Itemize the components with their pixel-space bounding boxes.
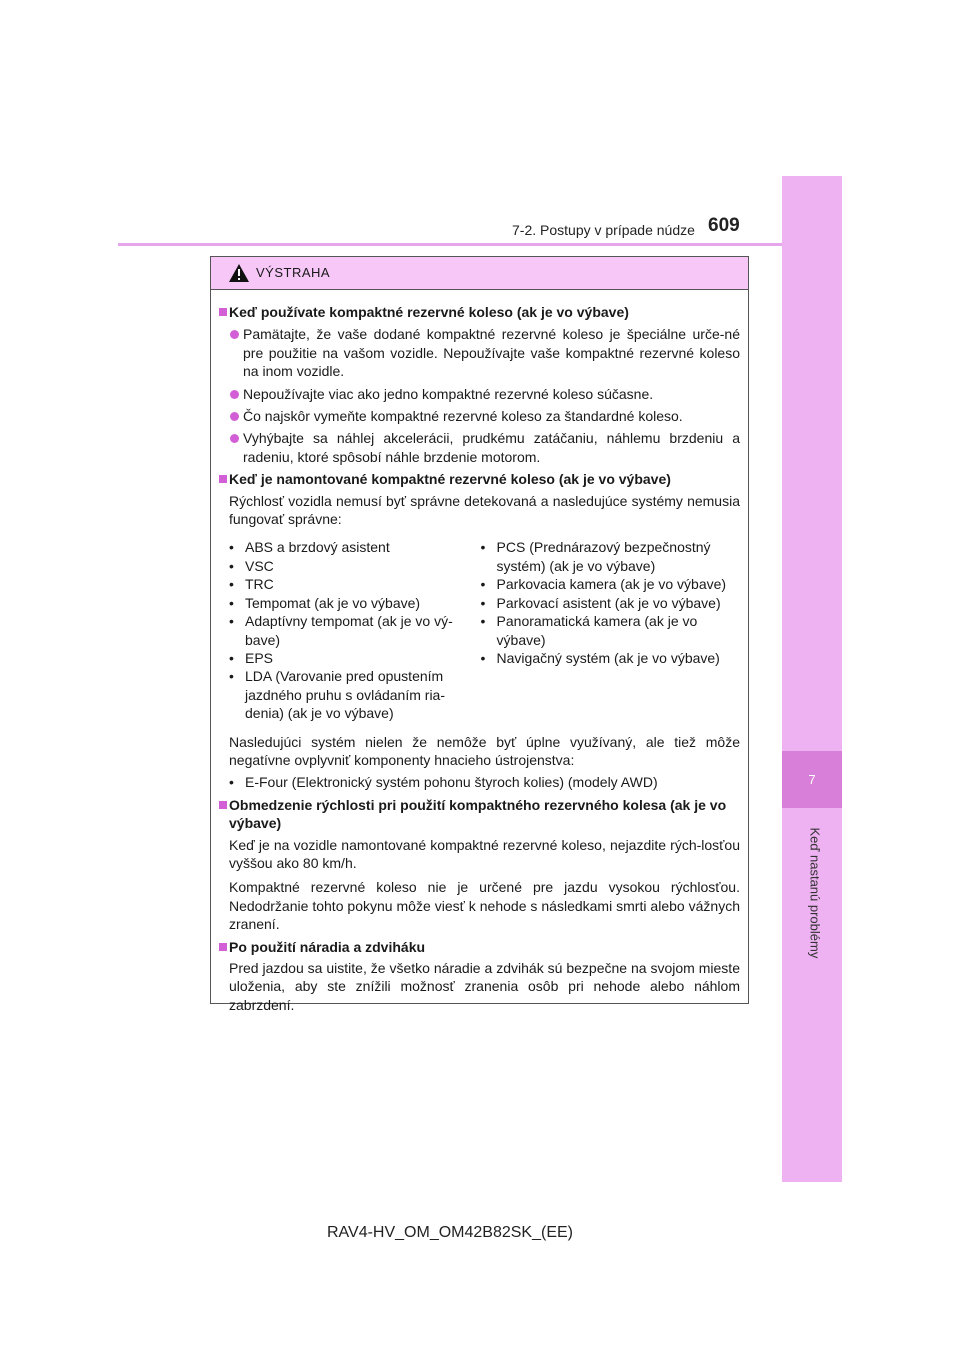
section-heading: 7-2. Postupy v prípade núdze [512, 222, 695, 238]
list-item: • Tempomat (ak je vo výbave) [229, 594, 481, 612]
bullet-item: Vyhýbajte sa náhlej akcelerácii, prudkému zatáčaniu, náhlemu brzdeniu a radeniu, ktoré spôsobí náhle brzdenie motorom. [219, 429, 740, 466]
list-item: • LDA (Varovanie pred opustením jazdného pruhu s ovládaním ria-denia) (ak je vo výbave) [229, 667, 481, 722]
paragraph: Nasledujúci systém nielen že nemôže byť úplne využívaný, ale tiež môže negatívne ovplyvniť komponenty hnacieho ústrojenstva: [229, 733, 740, 768]
warning-title: VÝSTRAHA [256, 265, 331, 280]
section-title: Keď je namontované kompaktné rezervné koleso (ak je vo výbave) [219, 470, 740, 488]
list-item: • Panoramatická kamera (ak je vo výbave) [481, 612, 740, 649]
warning-box [210, 256, 749, 1013]
chapter-number: 7 [782, 751, 842, 808]
page-number: 609 [708, 215, 740, 236]
system-list [219, 538, 740, 722]
paragraph: Pred jazdou sa uistite, že všetko náradie a zdvihák sú bezpečne na svojom mieste uloženia, aby ste znížili možnosť zranenia osôb pri nehode alebo náhlom zabrzdení. [229, 960, 740, 1013]
warning-triangle-icon [228, 263, 250, 283]
list-item: • VSC [229, 557, 481, 575]
document-code: RAV4-HV_OM_OM42B82SK_(EE) [326, 1224, 573, 1241]
bullet-item: Nepoužívajte viac ako jedno kompaktné rezervné koleso súčasne. [219, 385, 740, 403]
system-list-right [481, 538, 740, 722]
list-item: • Navigačný systém (ak je vo výbave) [481, 649, 740, 667]
header-rule [118, 243, 782, 246]
section-title: Po použití náradia a zdviháku [219, 938, 740, 956]
paragraph: Rýchlosť vozidla nemusí byť správne detekovaná a nasledujúce systémy nemusia fungovať správne: [229, 492, 740, 528]
section-title: Keď používate kompaktné rezervné koleso (ak je vo výbave) [219, 303, 740, 321]
chapter-title: Keď nastanú problémy [807, 827, 823, 959]
paragraph: Kompaktné rezervné koleso nie je určené pre jazdu vysokou rýchlosťou. Nedodržanie tohto pokynu môže viesť k nehode s následkami smrti alebo vážnych zranení. [229, 879, 740, 933]
list-item: • E-Four (Elektronický systém pohonu štyroch kolies) (modely AWD) [219, 773, 740, 791]
list-item: • TRC [229, 575, 481, 593]
chapter-side-tab [782, 176, 842, 1182]
bullet-item: Pamätajte, že vaše dodané kompaktné rezervné koleso je špeciálne urče-né pre použitie na vašom vozidle. Nepoužívajte vaše kompaktné rezervné koleso na inom vozidle. [219, 325, 740, 380]
list-item: • Parkovacia kamera (ak je vo výbave) [481, 575, 740, 593]
paragraph: Keď je na vozidle namontované kompaktné rezervné koleso, nejazdite rých-losťou vyššou ako 80 km/h. [229, 836, 740, 871]
section-title: Obmedzenie rýchlosti pri použití kompaktného rezervného kolesa (ak je vo výbave) [219, 796, 740, 833]
system-list-left [229, 538, 481, 722]
list-item: • ABS a brzdový asistent [229, 538, 481, 556]
list-item: • Adaptívny tempomat (ak je vo vý-bave) [229, 612, 481, 649]
list-item: • PCS (Prednárazový bezpečnostný systém) (ak je vo výbave) [481, 538, 740, 575]
warning-body [211, 290, 748, 1014]
warning-header [211, 257, 748, 290]
list-item: • EPS [229, 649, 481, 667]
bullet-item: Čo najskôr vymeňte kompaktné rezervné koleso za štandardné koleso. [219, 407, 740, 425]
list-item: • Parkovací asistent (ak je vo výbave) [481, 594, 740, 612]
